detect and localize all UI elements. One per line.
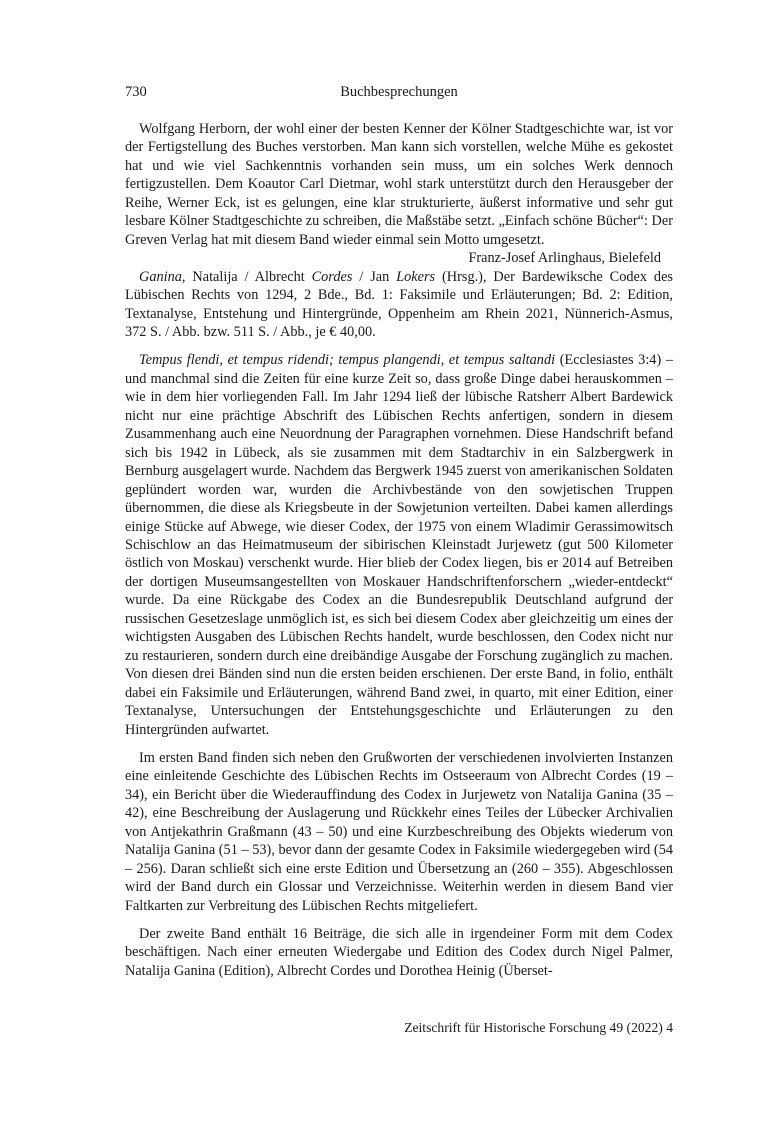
running-title: Buchbesprechungen	[340, 84, 458, 100]
review-paragraph-1-text: (Ecclesiastes 3:4) – und manchmal sind die Zeiten für eine kurze Zeit so, dass große Dinge dabei herauskommen – wie in dem hier vorliegenden Fall. Im Jahr 1294 ließ der lübische Ratsherr Albert Bardewick nicht nur eine prächtige Abschrift des Lübischen Rechts anfertigen, sondern in diesem Zusammenhang auch eine Neuordnung der Paragraphen vornehmen. Diese Handschrift befand sich bis 1942 in Lübeck, als sie zusammen mit dem Stadtarchiv in ein Salzbergwerk in Bernburg ausgelagert wurde. Nachdem das Bergwerk 1945 zuerst von amerikanischen Soldaten geplündert worden war, wurden die Archivbestände von den sowjetischen Truppen übernommen, die diese als Kriegsbeute in der Sowjetunion verteilten. Dabei kamen allerdings einige Stücke auf Abwege, wie dieser Codex, der 1975 von einem Wladimir Gerassimowitsch Schischlow an das Heimatmuseum der sibirischen Kleinstadt Jurjewetz (gut 500 Kilometer östlich von Moskau) verschenkt wurde. Hier blieb der Codex liegen, bis er 2014 auf Betreiben der dortigen Museumsangestellten von Moskauer Handschriftenforschern „wieder-entdeckt“ wurde. Da eine Rückgabe des Codex an die Bundesrepublik Deutschland aufgrund der russischen Gesetzeslage unmöglich ist, es sich bei diesem Codex aber gleichzeitig um eines der wichtigsten Ausgaben des Lübischen Rechts handelt, wurde beschlossen, den Codex nicht nur zu restaurieren, sondern durch eine dreibändige Ausgabe der Forschung zugänglich zu machen. Von diesen drei Bänden sind nun die ersten beiden erschienen. Der erste Band, in folio, enthält dabei ein Faksimile und Erläuterungen, während Band zwei, in quarto, mit einer Edition, einer Textanalyse, Untersuchungen der Entstehungsgeschichte und Erläuterungen zu den Hintergründen aufwartet.	[125, 352, 673, 738]
bib-author-1: Ganina	[139, 268, 182, 285]
latin-quote: Tempus flendi, et tempus ridendi; tempus plangendi, et tempus saltandi	[139, 352, 556, 369]
previous-review-closing-paragraph: Wolfgang Herborn, der wohl einer der besten Kenner der Kölner Stadtgeschichte war, ist vor der Fertigstellung des Buches verstorben. Man kann sich vorstellen, welche Mühe es gekostet hat und wie viel Sachkenntnis vorhanden sein muss, um ein solches Werk dennoch fertigzustellen. Dem Koautor Carl Dietmar, wohl stark unterstützt durch den Herausgeber der Reihe, Werner Eck, ist es gelungen, eine klar strukturierte, äußerst informative und sehr gut lesbare Kölner Stadtgeschichte zu schreiben, die Maßstäbe setzt. „Einfach schöne Bücher“: Der Greven Verlag hat mit diesem Band wieder einmal sein Motto umgesetzt.	[125, 121, 673, 248]
page	[125, 84, 673, 980]
bib-separator-1: , Natalija / Albrecht	[181, 268, 312, 285]
reviewer-signature: Franz-Josef Arlinghaus, Bielefeld	[468, 250, 661, 267]
review-paragraph-3: Der zweite Band enthält 16 Beiträge, die sich alle in irgendeiner Form mit dem Codex beschäftigen. Nach einer erneuten Wiedergabe und Edition des Codex durch Nigel Palmer, Natalija Ganina (Edition), Albrecht Cordes und Dorothea Heinig (Überset-	[125, 926, 673, 979]
bib-details: (Hrsg.), Der Bardewiksche Codex des Lübischen Rechts von 1294, 2 Bde., Bd. 1: Faksimile und Erläuterungen; Bd. 2: Edition, Textanalyse, Entstehung und Hintergründe, Oppenheim am Rhein 2021, Nünnerich-Asmus, 372 S. / Abb. bzw. 511 S. / Abb., je € 40,00.	[125, 268, 673, 340]
article-body	[125, 120, 673, 980]
review-paragraph-1	[125, 351, 673, 739]
bibliographic-heading	[125, 268, 673, 342]
page-number: 730	[125, 84, 147, 100]
bib-author-3: Lokers	[396, 268, 436, 285]
review-paragraph-2: Im ersten Band finden sich neben den Grußworten der verschiedenen involvierten Instanzen eine einleitende Geschichte des Lübischen Rechts im Ostseeraum von Albrecht Cordes (19 – 34), ein Bericht über die Wiederauffindung des Codex in Jurjewetz von Natalija Ganina (35 – 42), eine Beschreibung der Auslagerung und Rückkehr eines Teiles der Lübecker Archivalien von Antjekathrin Graßmann (43 – 50) und eine Kurzbeschreibung des Objekts wiederum von Natalija Ganina (51 – 53), bevor dann der gesamte Codex in Faksimile wiedergegeben wird (54 – 256). Daran schließt sich eine erste Edition und Übersetzung an (260 – 355). Abgeschlossen wird der Band durch ein Glossar und Verzeichnisse. Weiterhin werden in diesem Band vier Faltkarten zur Verbreitung des Lübischen Rechts mitgeliefert.	[125, 749, 673, 914]
bib-separator-2: / Jan	[352, 268, 397, 285]
bib-author-2: Cordes	[311, 268, 353, 285]
journal-footer: Zeitschrift für Historische Forschung 49 (2022) 4	[404, 1020, 673, 1035]
running-header	[125, 84, 673, 104]
